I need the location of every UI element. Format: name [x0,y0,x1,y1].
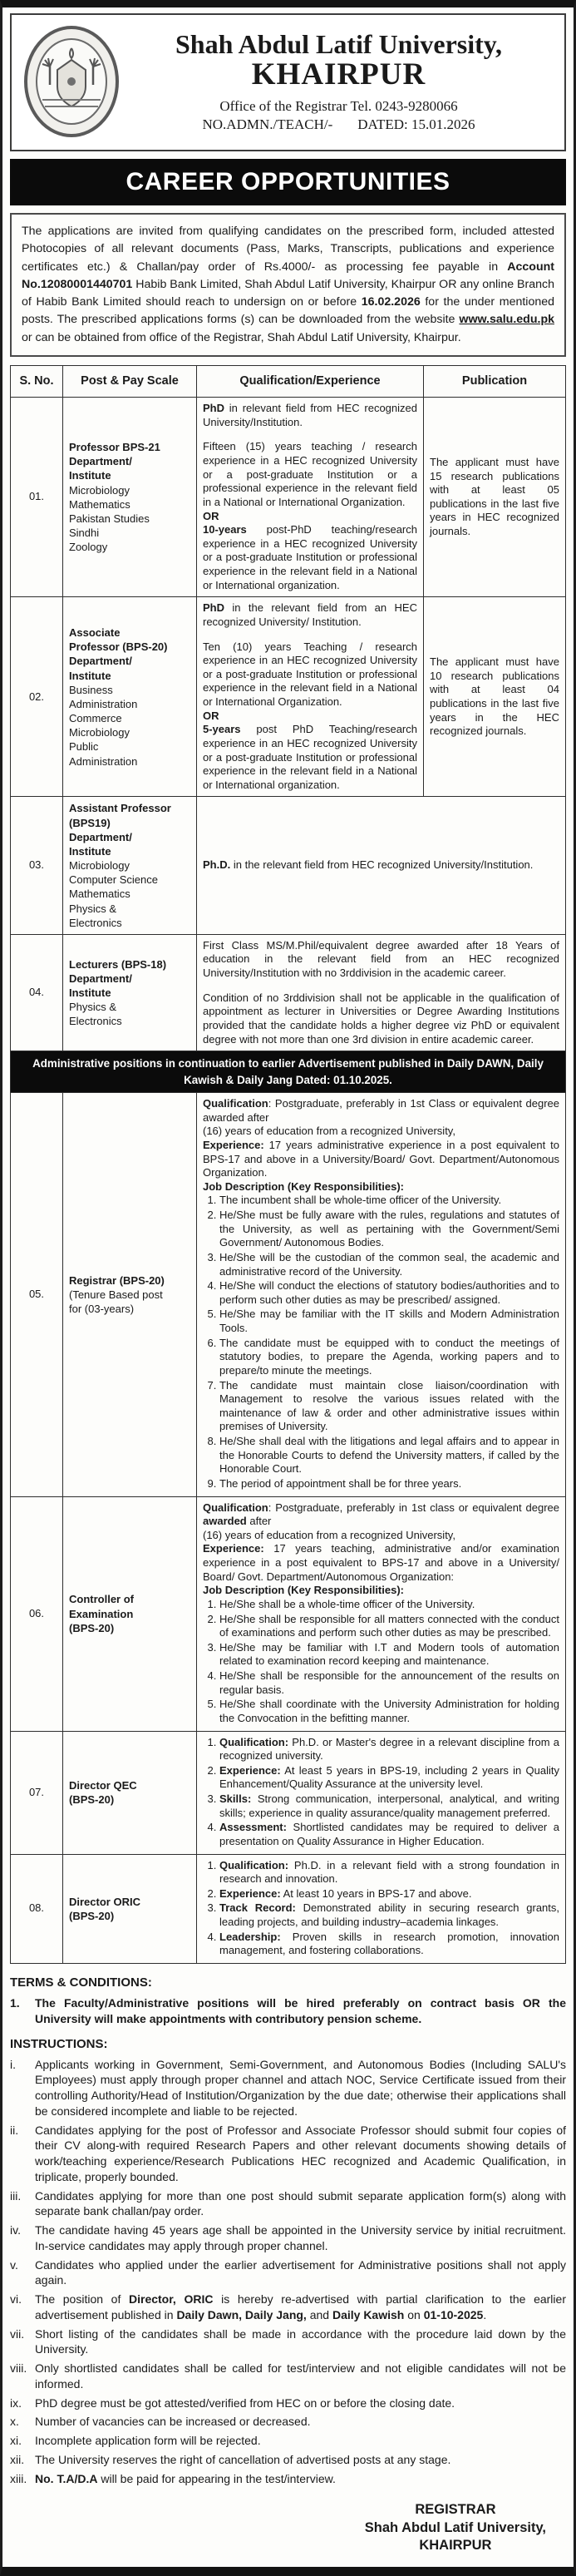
instruction-item [10,2257,566,2289]
list-item-text: Incomplete application form will be rejected. [35,2434,261,2448]
post-cell: Associate Professor (BPS-20) Department/ Institute Business Administration Commerce Microbiology Public Administration [63,597,197,797]
career-opportunities-banner: CAREER OPPORTUNITIES [10,159,566,205]
instructions-list [10,2057,566,2487]
post-cell: Assistant Professor (BPS19) Department/ Institute Microbiology Computer Science Mathematics Physics & Electronics [63,797,197,934]
list-item-number: x. [10,2415,19,2429]
qualification-cell: 1. Qualification: Ph.D. in a relevant field with a strong foundation in research and innovation. 2. Experience: At least 10 years in BPS-17 and above. 3. Track Record: Demonstrated ability in securing research grants, leading projects, and building industry–academia linkages. 4. Leadership: Proven skills in research promotion, innovation management, and fostering collaborations. [197,1854,566,1963]
list-item-number: iii. [10,2188,22,2203]
list-item-text: The position of Director, ORIC is hereby re-advertised with partial clarification to the earlier advertisement published in Daily Dawn, Daily Jang, and Daily Kawish on 01-10-2025. [35,2292,566,2321]
list-item-number: i. [10,2057,16,2071]
list-item-number: vi. [10,2292,22,2307]
list-item-text: Short listing of the candidates shall be made in accordance with the procedure laid down by the University. [35,2326,566,2356]
publication-cell: The applicant must have 10 research publications with at least 04 publications in the last five years in the HEC recognized journals. [424,597,566,797]
list-item-text: The candidate having 45 years age shall be appointed in the University service by initial recruitment. In-service candidates may apply through proper channel. [35,2223,566,2252]
instruction-item [10,2057,566,2119]
terms-heading: TERMS & CONDITIONS: [10,1975,152,1990]
list-item-text: The Faculty/Administrative positions will be hired preferably on contract basis OR the University will make appointments with contributory pension scheme. [35,1996,566,2025]
list-item-text: Candidates who applied under the earlier advertisement for Administrative positions shall not apply again. [35,2257,566,2287]
publication-cell: The applicant must have 15 research publications with at least 05 publications in the last five years in HEC recognized journals. [424,398,566,597]
table-row [11,934,566,1051]
serial-cell: 02. [11,597,63,797]
university-seal-logo [18,23,125,140]
serial-cell: 08. [11,1854,63,1963]
post-cell: Registrar (BPS-20) (Tenure Based post for (03-years) [63,1093,197,1497]
signature-university: Shah Abdul Latif University, [364,2519,546,2535]
instruction-item [10,2414,566,2430]
list-item-number: xi. [10,2434,22,2448]
header-qualification-experience: Qualification/Experience [197,366,424,398]
list-item-number: ix. [10,2396,22,2410]
instruction-item [10,2326,566,2358]
header-post-pay-scale: Post & Pay Scale [63,366,197,398]
table-row [11,797,566,934]
table-row [11,1496,566,1731]
instruction-item [10,2433,566,2449]
list-item-number: iv. [10,2223,21,2237]
instruction-item [10,2471,566,2487]
table-row [11,1731,566,1854]
instruction-item [10,2188,566,2220]
serial-cell: 04. [11,934,63,1051]
list-item-number: v. [10,2257,18,2272]
intro-paragraph: The applications are invited from qualifying candidates on the prescribed form, included attested Photocopies of all relevant documents (Pass, Marks, Transcripts, publications and experience certificates etc.) & Challan/pay order of Rs.4000/- as processing fee payable in Account No.12080001440701 Habib Bank Limited, Shah Abdul Latif University, Khairpur OR any online Branch of Habib Bank Limited should reach to undersign on or before 16.02.2026 for the under mentioned posts. The prescribed applications forms (s) can be downloaded from the website www.salu.edu.pk or can be obtained from office of the Registrar, Shah Abdul Latif University, Khairpur. [10,213,566,357]
table-row [11,398,566,597]
list-item-text: Number of vacancies can be increased or decreased. [35,2415,311,2429]
qualification-cell: 1. Qualification: Ph.D. or Master's degree in a relevant discipline from a recognized university. 2. Experience: At least 5 years in BPS-19, including 2 years in Quality Enhancement/Quality Assurance at the university level. 3. Skills: Strong communication, interpersonal, analytical, and writing skills; experience in quality assurance/quality management preferred. 4. Assessment: Shortlisted candidates may be required to deliver a presentation on Quality Assurance in Higher Education. [197,1731,566,1854]
list-item-number: ii. [10,2123,19,2137]
list-item-text: Candidates applying for the post of Professor and Associate Professor should submit four copies of their CV along-with required Research Papers and other relevant documents showing details of work/teaching experience/Research Publications HEC recognized and Academic Qualification, in triplicate, properly bounded. [35,2123,566,2183]
registrar-office-line: Office of the Registrar Tel. 0243-9280066 [219,98,458,115]
post-cell: Professor BPS-21 Department/ Institute Microbiology Mathematics Pakistan Studies Sindhi Zoology [63,398,197,597]
instruction-item [10,2292,566,2323]
signature-block [10,2501,566,2554]
serial-cell: 05. [11,1093,63,1497]
list-item-text: No. T.A/D.A will be paid for appearing in the test/interview. [35,2471,336,2485]
signature-title: REGISTRAR [415,2502,496,2518]
instruction-item [10,2222,566,2254]
list-item-number: vii. [10,2326,25,2341]
terms-and-instructions [10,1975,566,2486]
qualification-cell: Qualification: Postgraduate, preferably in 1st class or equivalent degree awarded after (16) years of education from a recognized University, Experience: 17 years teaching, administrative and/or examination experience in a post equivalent to BPS-17 and above in a University/ Board/ Govt. Department/Autonomous Organization: Job Description (Key Responsibilities): 1. He/She shall be a whole-time officer of the University. 2. He/She shall be responsible for all matters connected with the conduct of examinations and perform such other duties as may be prescribed. 3. He/She may be familiar with I.T and Modern tools of automation related to examination record keeping and maintenance. 4. He/She shall be responsible for the announcement of the results on regular basis. 5. He/She shall coordinate with the University Administration for holding the Convocation in the befitting manner. [197,1496,566,1731]
table-row [11,1854,566,1963]
qualification-cell: PhD in relevant field from HEC recognized University/Institution. Fifteen (15) years teaching / research experience in a HEC recognized University or a post-graduate Institution or a professional experience in the relevant field in a National or International Organization. OR 10-years post-PhD teaching/research experience in a HEC recognized University or a post-graduate Institution or professional experience in the relevant field in a National or International organization. [197,398,424,597]
list-item-number: viii. [10,2361,27,2376]
qualification-cell: First Class MS/M.Phil/equivalent degree awarded after 18 Years of education in the relevant field from an HEC recognized University/Institution with no 3rddivision in the academic career. Condition of no 3rddivision shall not be applicable in the qualification of appointment as lecturer in Universities or Degree Awarding Institutions provided that the candidate holds a higher degree viz PhD or equivalent degree with not more than one 3rd division in entire academic career. [197,934,566,1051]
post-cell: Director ORIC (BPS-20) [63,1854,197,1963]
instruction-item [10,2123,566,2185]
admin-positions-banner: Administrative positions in continuation to earlier Advertisement published in Daily DAWN, Daily Kawish & Daily Jang Dated: 01.10.2025. [32,1057,544,1086]
list-item-text: Only shortlisted candidates shall be called for test/interview and not eligible candidates will not be informed. [35,2361,566,2391]
university-city: KHAIRPUR [251,57,426,92]
list-item-text: Candidates applying for more than one post should submit separate application form(s) along with separate bank challan/pay order. [35,2188,566,2218]
instructions-heading: INSTRUCTIONS: [10,2036,108,2051]
serial-cell: 01. [11,398,63,597]
signature-city: KHAIRPUR [419,2538,492,2554]
list-item-text: PhD degree must be got attested/verified from HEC on or before the closing date. [35,2396,455,2410]
header-serial: S. No. [11,366,63,398]
list-item-text: The University reserves the right of cancellation of advertised posts at any stage. [35,2452,451,2466]
header [10,13,566,151]
qualification-cell: Qualification: Postgraduate, preferably in 1st Class or equivalent degree awarded after (16) years of education from a recognized University, Experience: 17 years administrative experience in a post equivalent to BPS-17 and above in a University/Board/ Govt. Department/Autonomous Organization. Job Description (Key Responsibilities): 1. The incumbent shall be whole-time officer of the University. 2. He/She must be fully aware with the rules, regulations and statutes of the University, as well as pertaining with the Government/Semi Government/ Autonomous Bodies. 3. He/She will be the custodian of the common seal, the academic and administrative record of the University. 4. He/She will conduct the elections of statutory bodies/authorities and to perform such other duties as may be prescribed/ assigned. 5. He/She may be familiar with the IT skills and Modern Administration Tools. 6. The candidate must be equipped with to conduct the meetings of statutory bodies, to prepare the Agenda, working papers and to prepare/to minute the meetings. 7. The candidate must maintain close liaison/coordination with Management to resolve the various issues related with the maintenance of law & order and other administrative issues within premises of University. 8. He/She shall deal with the litigations and legal affairs and to appear in the Honorable Courts to defend the University matters, if called by the Honorable Court. 9. The period of appointment shall be for three years. [197,1093,566,1497]
reference-number: NO.ADMN./TEACH/- [202,116,333,133]
table-row [11,1093,566,1497]
post-cell: Controller of Examination (BPS-20) [63,1496,197,1731]
list-item-number: xii. [10,2452,25,2466]
list-item-number: xiii. [10,2471,27,2485]
qualification-cell: Ph.D. in the relevant field from HEC recognized University/Institution. [197,797,566,934]
reference-line [125,116,553,133]
header-publication: Publication [424,366,566,398]
list-item-text: Applicants working in Government, Semi-Government, and Autonomous Bodies (Including SALU's Employees) must apply through proper channel and attach NOC, Service Certificate issued from their controlling Authority/Head of Institution/Organization by the due date; otherwise their applications shall be considered incomplete and liable to be rejected. [35,2057,566,2118]
serial-cell: 03. [11,797,63,934]
advertisement-date: DATED: 15.01.2026 [357,116,475,133]
terms-list [10,1995,566,2027]
positions-table [10,365,566,1964]
header-titles [125,30,558,133]
instruction-item [10,2361,566,2392]
qualification-cell: PhD in the relevant field from an HEC recognized University/ Institution. Ten (10) years Teaching / research experience in an HEC recognized University or a post-graduate Institution or professional experience in the relevant field in a National or International Organization. OR 5-years post PhD Teaching/research experience in an HEC recognized University or a post-graduate Institution or professional experience in the relevant field in a National or International organization. [197,597,424,797]
university-name: Shah Abdul Latif University, [175,28,502,59]
terms-item [10,1995,566,2027]
post-cell: Director QEC (BPS-20) [63,1731,197,1854]
instruction-item [10,2396,566,2411]
table-header [11,366,566,398]
serial-cell: 06. [11,1496,63,1731]
instruction-item [10,2452,566,2468]
post-cell: Lecturers (BPS-18) Department/ Institute Physics & Electronics [63,934,197,1051]
serial-cell: 07. [11,1731,63,1854]
admin-positions-banner-row [11,1051,566,1093]
table-row [11,597,566,797]
list-item-number: 1. [10,1996,20,2010]
